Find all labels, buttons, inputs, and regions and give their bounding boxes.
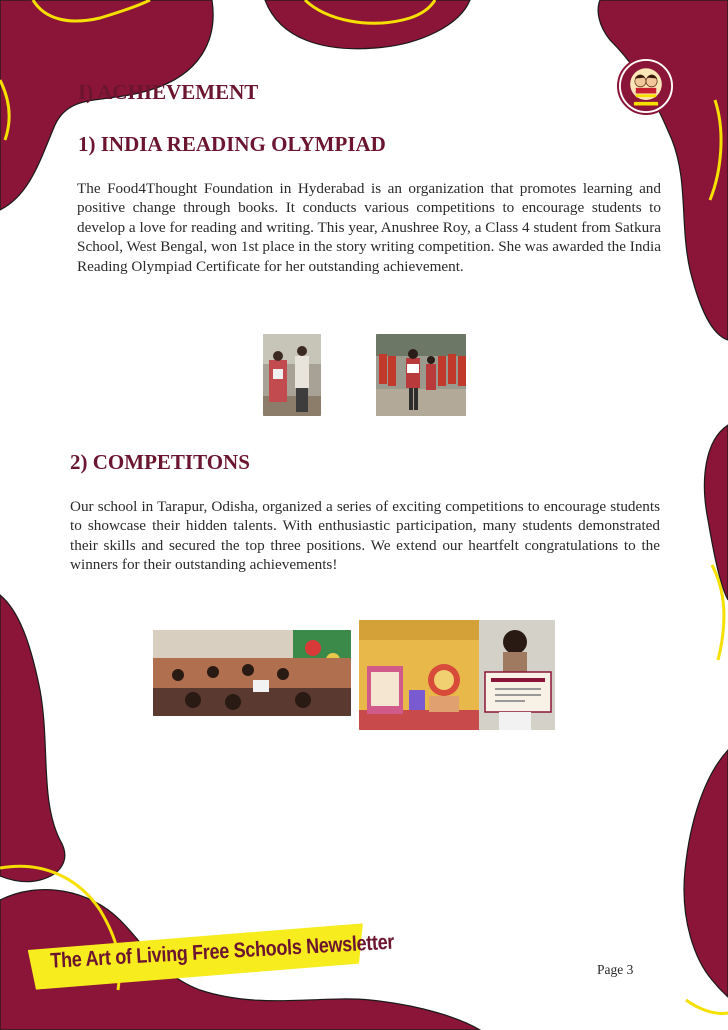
- art-of-living-free-schools-logo-icon: [617, 57, 675, 115]
- olympiad-photo-assembly: [376, 334, 466, 416]
- olympiad-photo-award: [263, 334, 321, 416]
- competitions-heading: 2) COMPETITONS: [70, 450, 250, 474]
- india-reading-olympiad-heading: 1) INDIA READING OLYMPIAD: [78, 132, 386, 156]
- competition-photo-classroom: [153, 630, 351, 716]
- india-reading-olympiad-paragraph: The Food4Thought Foundation in Hyderabad is an organization that promotes learning and positive change through books. It conducts various competitions to encourage students to develop a love for reading and writing. This year, Anushree Roy, a Class 4 student from Satkura School, West Bengal, won 1st place in the story writing competition. She was awarded the India Reading Olympiad Certificate for her outstanding achievement.: [77, 180, 661, 275]
- newsletter-banner: [27, 923, 395, 990]
- competitions-paragraph: Our school in Tarapur, Odisha, organized a series of exciting competitions to encourage students to showcase their hidden talents. With enthusiastic participation, many students demonstrated their skills and secured the top three positions. We extend our heartfelt congratulations to the winners for their outstanding achievements!: [70, 498, 660, 574]
- page-number: Page 3: [597, 962, 634, 977]
- achievement-heading: I) ACHIEVEMENT: [78, 80, 259, 104]
- newsletter-title: The Art of Living Free Schools Newsletter: [49, 929, 395, 973]
- competition-photo-certificate: [359, 620, 555, 730]
